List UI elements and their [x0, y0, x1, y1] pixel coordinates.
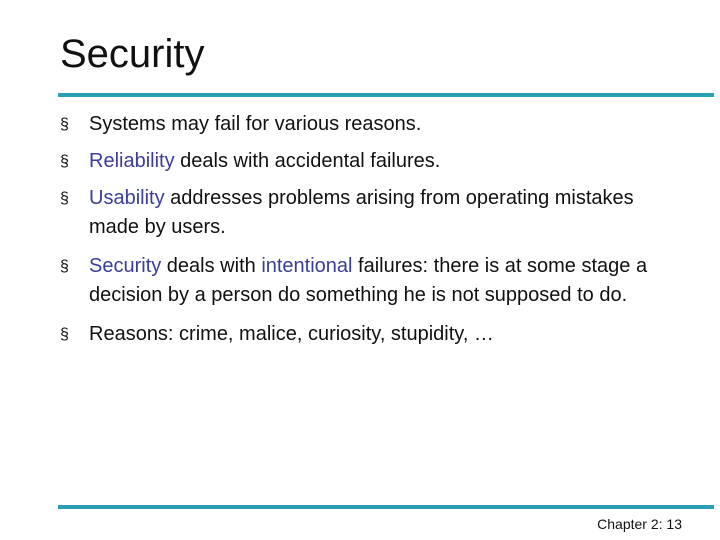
slide-footer: Chapter 2: 13 — [597, 516, 682, 532]
bullet-item — [60, 110, 660, 139]
bullet-text: deals with — [161, 255, 262, 277]
slide-title: Security — [60, 32, 205, 76]
bullet-text: failures: there is at some stage a decision by a person do something he is not supposed to do. — [89, 255, 648, 306]
bullet-text: deals with accidental failures. — [174, 150, 441, 172]
bullet-item — [60, 147, 660, 176]
footer-divider — [58, 505, 714, 509]
bullet-item — [60, 184, 660, 242]
bullet-item — [60, 320, 660, 349]
bullet-text: Systems may fail for various reasons. — [89, 113, 422, 135]
bullet-icon: § — [60, 116, 69, 133]
bullet-term-reliability: Reliability — [89, 150, 175, 172]
bullet-term-intentional: intentional — [261, 255, 353, 277]
bullet-icon: § — [60, 326, 69, 343]
bullet-term-security: Security — [89, 255, 162, 277]
bullet-icon: § — [60, 258, 69, 275]
bullet-item — [60, 252, 660, 310]
bullet-icon: § — [60, 153, 69, 170]
bullet-text: addresses problems arising from operating mistakes made by users. — [89, 187, 634, 238]
bullet-term-usability: Usability — [89, 187, 165, 209]
bullet-text: Reasons: crime, malice, curiosity, stupidity, … — [89, 323, 494, 345]
bullet-icon: § — [60, 190, 69, 207]
title-divider — [58, 93, 714, 97]
bullet-list — [60, 110, 660, 349]
